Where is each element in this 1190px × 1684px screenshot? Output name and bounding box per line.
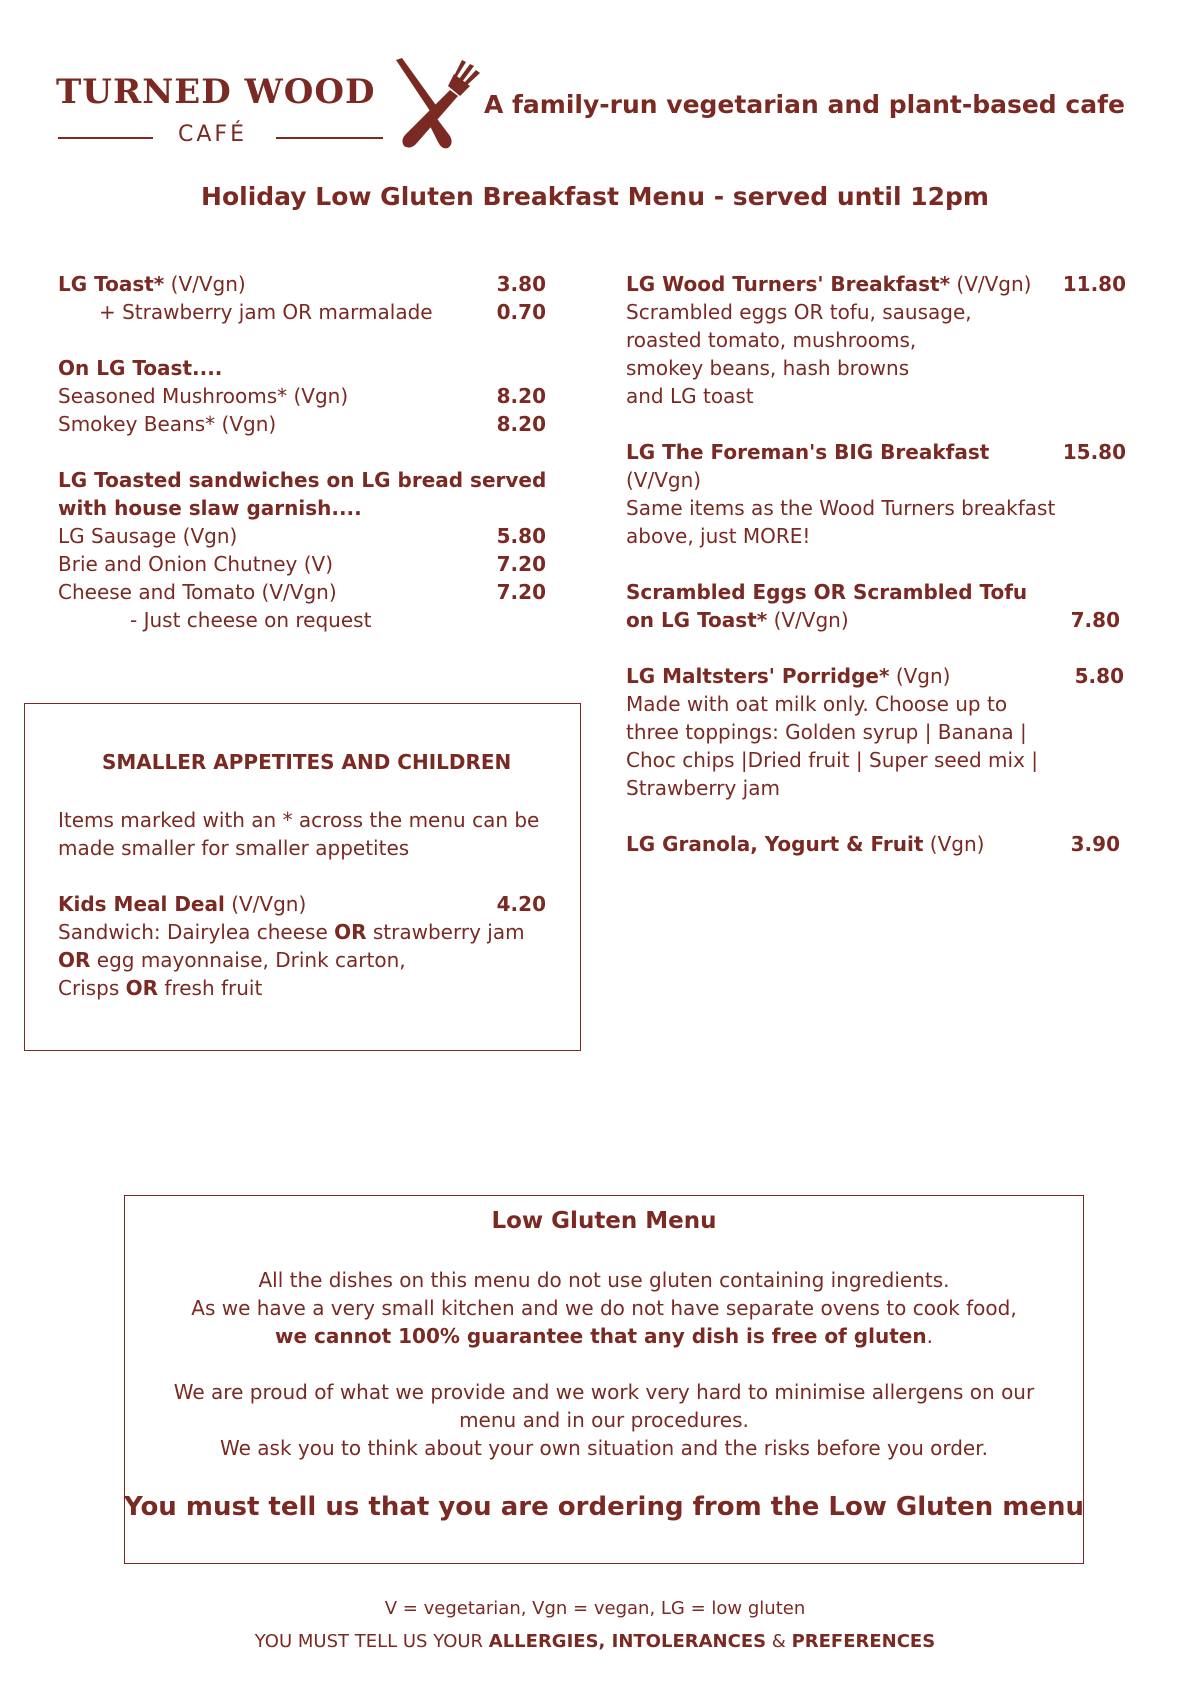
wood-turners-item: [626, 270, 1031, 298]
porridge-item: [626, 662, 950, 690]
lg-guarantee-end: .: [926, 1324, 933, 1348]
logo-rule-right: [276, 137, 383, 139]
porridge-desc-1: Made with oat milk only. Choose up to: [626, 692, 1008, 716]
mushrooms-item: Seasoned Mushrooms* (Vgn): [58, 384, 349, 408]
lg-para-6: We ask you to think about your own situation and the risks before you order.: [220, 1436, 988, 1460]
wood-turners-desc-4: and LG toast: [626, 384, 754, 408]
lg-toast-item: [58, 270, 246, 298]
kids-meal-name: Kids Meal Deal: [58, 892, 225, 916]
on-toast-heading: On LG Toast....: [58, 356, 223, 380]
wood-turners-desc-2: roasted tomato, mushrooms,: [626, 328, 917, 352]
logo-sub: CAFÉ: [178, 122, 247, 147]
logo-name: TURNED WOOD: [56, 72, 376, 112]
menu-title: Holiday Low Gluten Breakfast Menu - served until 12pm: [201, 182, 989, 211]
scrambled-item: [626, 606, 849, 634]
mushrooms-price: 8.20: [496, 384, 546, 408]
lg-guarantee: we cannot 100% guarantee that any dish is free of gluten: [275, 1324, 927, 1348]
beans-item: Smokey Beans* (Vgn): [58, 412, 277, 436]
wood-turners-price: 11.80: [1062, 272, 1126, 296]
scrambled-name-2: on LG Toast*: [626, 608, 768, 632]
footer-allergy-a: YOU MUST TELL US YOUR: [254, 1631, 489, 1652]
sandwiches-heading-2: with house slaw garnish....: [58, 496, 362, 520]
footer-legend: V = vegetarian, Vgn = vegan, LG = low gluten: [384, 1598, 806, 1619]
lg-toast-price: 3.80: [496, 272, 546, 296]
kids-desc-3: [58, 974, 262, 1002]
granola-price: 3.90: [1070, 832, 1120, 856]
scrambled-tag: (V/Vgn): [767, 608, 849, 632]
kids-desc-2b: egg mayonnaise, Drink carton,: [90, 948, 406, 972]
kids-meal-tag: (V/Vgn): [224, 892, 307, 916]
lg-toast-tag: (V/Vgn): [164, 272, 246, 296]
scrambled-price: 7.80: [1070, 608, 1120, 632]
foreman-desc-2: above, just MORE!: [626, 524, 811, 548]
lg-toast-addon: + Strawberry jam OR marmalade: [99, 300, 433, 324]
brie-item: Brie and Onion Chutney (V): [58, 552, 334, 576]
scrambled-name-1: Scrambled Eggs OR Scrambled Tofu: [626, 580, 1028, 604]
foreman-tag: (V/Vgn): [626, 468, 702, 492]
kids-meal-item: [58, 890, 306, 918]
kids-desc-1-or: OR: [334, 920, 367, 944]
kids-desc-1b: strawberry jam: [366, 920, 525, 944]
sausage-item: LG Sausage (Vgn): [58, 524, 238, 548]
wood-turners-desc-1: Scrambled eggs OR tofu, sausage,: [626, 300, 972, 324]
low-gluten-title: Low Gluten Menu: [491, 1208, 717, 1234]
granola-item: [626, 830, 984, 858]
porridge-tag: (Vgn): [889, 664, 951, 688]
lg-para-1: All the dishes on this menu do not use gluten containing ingredients.: [258, 1268, 950, 1292]
kids-meal-price: 4.20: [496, 892, 546, 916]
porridge-desc-3: Choc chips |Dried fruit | Super seed mix |: [626, 748, 1039, 772]
porridge-desc-2: three toppings: Golden syrup | Banana |: [626, 720, 1027, 744]
footer-allergy-c: &: [766, 1631, 792, 1652]
granola-name: LG Granola, Yogurt & Fruit: [626, 832, 924, 856]
footer-allergy-d: PREFERENCES: [791, 1631, 936, 1652]
footer-allergy-b: ALLERGIES, INTOLERANCES: [488, 1631, 767, 1652]
crossed-knife-fork-icon: [392, 56, 482, 152]
lg-para-5: menu and in our procedures.: [459, 1408, 749, 1432]
kids-desc-3b: fresh fruit: [158, 976, 263, 1000]
smaller-note-2: made smaller for smaller appetites: [58, 836, 410, 860]
kids-desc-3a: Crisps: [58, 976, 126, 1000]
kids-desc-1a: Sandwich: Dairylea cheese: [58, 920, 335, 944]
wood-turners-name: LG Wood Turners' Breakfast*: [626, 272, 951, 296]
cheese-price: 7.20: [496, 580, 546, 604]
brie-price: 7.20: [496, 552, 546, 576]
children-heading: SMALLER APPETITES AND CHILDREN: [102, 750, 512, 774]
sausage-price: 5.80: [496, 524, 546, 548]
kids-desc-3-or: OR: [125, 976, 159, 1000]
tagline: A family-run vegetarian and plant-based cafe: [484, 90, 1125, 119]
sandwiches-heading-1: LG Toasted sandwiches on LG bread served: [58, 468, 547, 492]
lg-toast-name: LG Toast*: [58, 272, 165, 296]
lg-toast-addon-price: 0.70: [496, 300, 546, 324]
logo-rule-left: [58, 137, 153, 139]
lg-para-2: As we have a very small kitchen and we do not have separate ovens to cook food,: [191, 1296, 1017, 1320]
foreman-name: LG The Foreman's BIG Breakfast: [626, 440, 990, 464]
wood-turners-tag: (V/Vgn): [950, 272, 1032, 296]
kids-desc-1: [58, 918, 525, 946]
wood-turners-desc-3: smokey beans, hash browns: [626, 356, 910, 380]
kids-desc-2: [58, 946, 406, 974]
beans-price: 8.20: [496, 412, 546, 436]
kids-desc-2-or: OR: [58, 948, 91, 972]
smaller-note-1: Items marked with an * across the menu can be: [58, 808, 540, 832]
porridge-name: LG Maltsters' Porridge*: [626, 664, 890, 688]
footer-allergy: [0, 1630, 1190, 1654]
granola-tag: (Vgn): [923, 832, 985, 856]
lg-para-4: We are proud of what we provide and we work very hard to minimise allergens on our: [173, 1380, 1035, 1404]
foreman-desc-1: Same items as the Wood Turners breakfast: [626, 496, 1056, 520]
lg-para-3: [124, 1322, 1084, 1350]
cheese-item: Cheese and Tomato (V/Vgn): [58, 580, 337, 604]
foreman-price: 15.80: [1062, 440, 1126, 464]
cheese-note: - Just cheese on request: [130, 608, 372, 632]
lg-warning: You must tell us that you are ordering from the Low Gluten menu: [124, 1492, 1085, 1522]
porridge-price: 5.80: [1074, 664, 1124, 688]
porridge-desc-4: Strawberry jam: [626, 776, 780, 800]
